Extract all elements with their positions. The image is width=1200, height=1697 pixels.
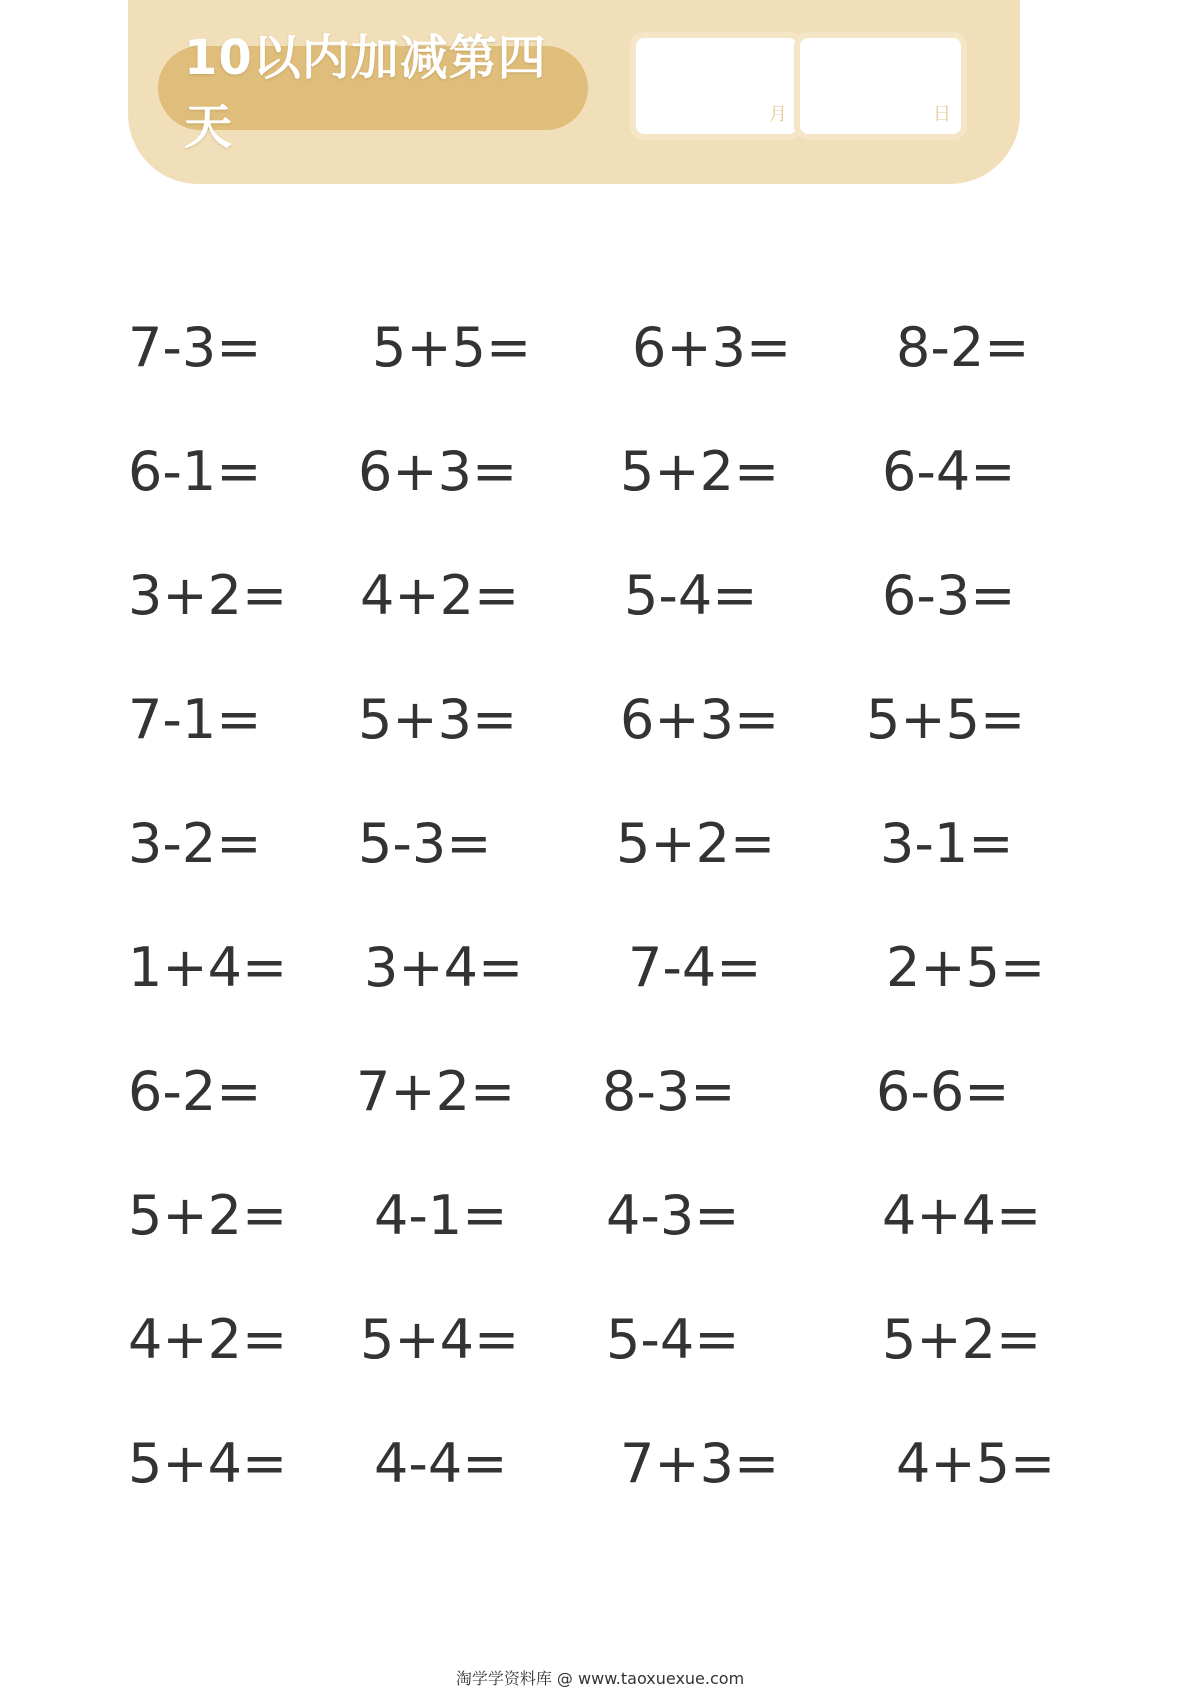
problem-r2-c4: 6-4= <box>882 440 1016 503</box>
problem-r9-c4: 5+2= <box>882 1308 1042 1371</box>
problem-r7-c1: 6-2= <box>128 1060 262 1123</box>
problem-r1-c2: 5+5= <box>372 316 532 379</box>
problem-r3-c1: 3+2= <box>128 564 288 627</box>
problem-r6-c3: 7-4= <box>628 936 762 999</box>
problem-r5-c1: 3-2= <box>128 812 262 875</box>
problem-r4-c4: 5+5= <box>866 688 1026 751</box>
problem-r7-c2: 7+2= <box>356 1060 516 1123</box>
problem-r10-c1: 5+4= <box>128 1432 288 1495</box>
problem-r8-c3: 4-3= <box>606 1184 740 1247</box>
problem-r2-c3: 5+2= <box>620 440 780 503</box>
problem-r5-c4: 3-1= <box>880 812 1014 875</box>
problem-r4-c3: 6+3= <box>620 688 780 751</box>
problem-r6-c1: 1+4= <box>128 936 288 999</box>
problem-r5-c3: 5+2= <box>616 812 776 875</box>
problem-r2-c1: 6-1= <box>128 440 262 503</box>
problem-r1-c3: 6+3= <box>632 316 792 379</box>
problem-r10-c4: 4+5= <box>896 1432 1056 1495</box>
problem-r4-c2: 5+3= <box>358 688 518 751</box>
day-unit-label: 日 <box>933 104 951 125</box>
problem-r1-c4: 8-2= <box>896 316 1030 379</box>
problem-r8-c2: 4-1= <box>374 1184 508 1247</box>
problem-r7-c4: 6-6= <box>876 1060 1010 1123</box>
problem-r5-c2: 5-3= <box>358 812 492 875</box>
problem-r2-c2: 6+3= <box>358 440 518 503</box>
problem-r9-c2: 5+4= <box>360 1308 520 1371</box>
problem-r6-c2: 3+4= <box>364 936 524 999</box>
problem-r3-c2: 4+2= <box>360 564 520 627</box>
problem-r8-c4: 4+4= <box>882 1184 1042 1247</box>
problem-r3-c3: 5-4= <box>624 564 758 627</box>
page-title: 10以内加减第四天 <box>184 30 547 155</box>
problem-r7-c3: 8-3= <box>602 1060 736 1123</box>
day-field[interactable] <box>800 38 961 134</box>
month-field[interactable] <box>636 38 797 134</box>
footer-watermark: 淘学学资料库 @ www.taoxuexue.com <box>455 1669 745 1688</box>
problem-r10-c2: 4-4= <box>374 1432 508 1495</box>
problem-r9-c3: 5-4= <box>606 1308 740 1371</box>
title-pill <box>158 30 588 155</box>
problem-r3-c4: 6-3= <box>882 564 1016 627</box>
problem-r8-c1: 5+2= <box>128 1184 288 1247</box>
problem-r6-c4: 2+5= <box>886 936 1046 999</box>
problem-r10-c3: 7+3= <box>620 1432 780 1495</box>
month-unit-label: 月 <box>769 104 787 125</box>
problem-r9-c1: 4+2= <box>128 1308 288 1371</box>
problem-r4-c1: 7-1= <box>128 688 262 751</box>
problem-r1-c1: 7-3= <box>128 316 262 379</box>
